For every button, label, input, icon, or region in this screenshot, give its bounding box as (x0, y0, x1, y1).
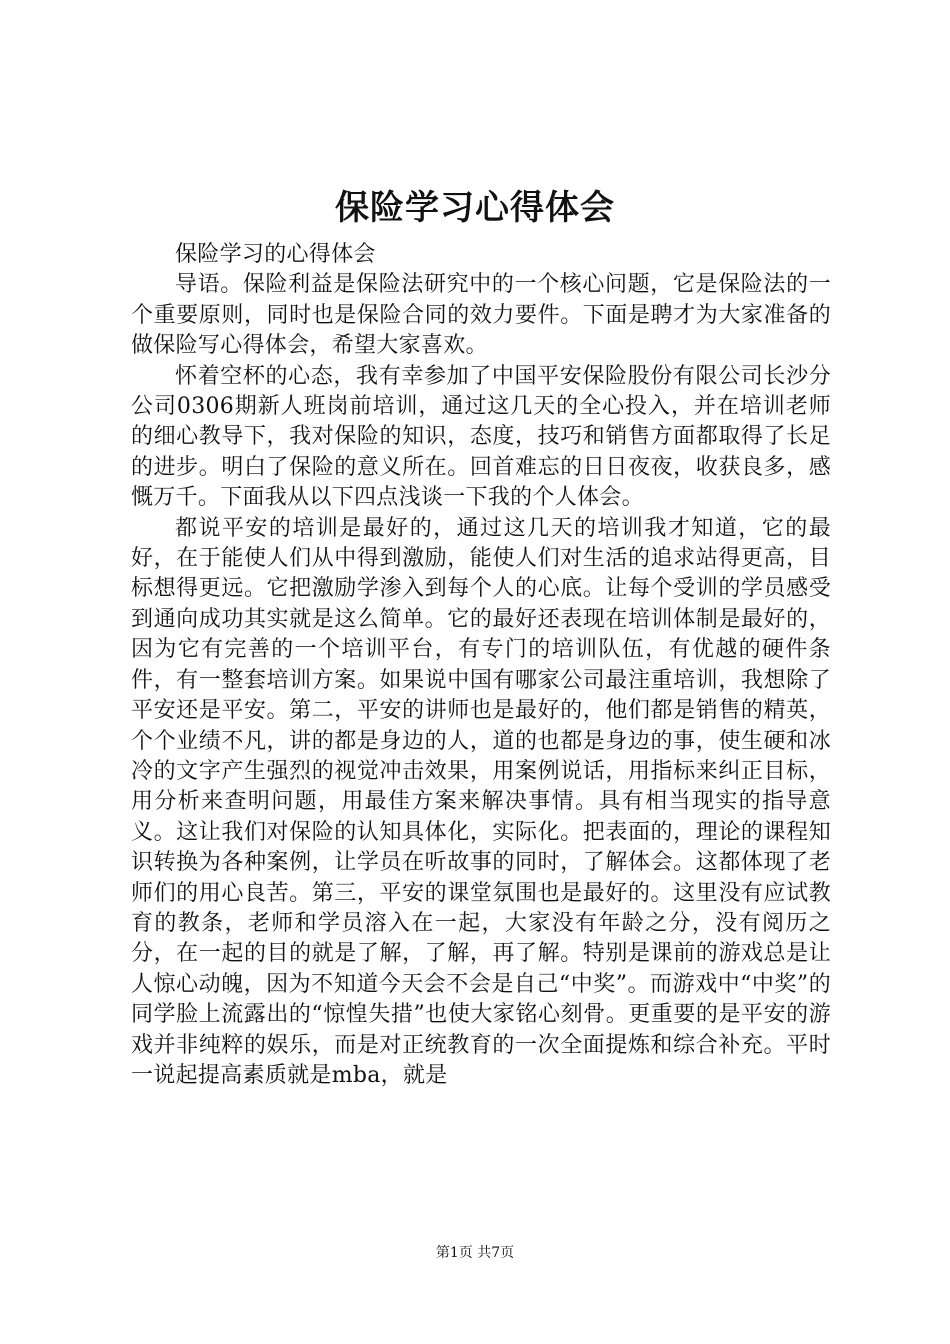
paragraph-intro: 导语。保险利益是保险法研究中的一个核心问题，它是保险法的一个重要原则，同时也是保险合同的效力要件。下面是聘才为大家准备的做保险写心得体会，希望大家喜欢。 (131, 272, 831, 359)
document-subtitle: 保险学习的心得体会 (175, 242, 376, 267)
page-number: 第1页 共7页 (435, 1245, 515, 1261)
document-body (131, 240, 831, 1091)
document-title: 保险学习心得体会 (335, 188, 615, 228)
paragraph-best-training: 都说平安的培训是最好的，通过这几天的培训我才知道，它的最好，在于能使人们从中得到激励，能使人们对生活的追求站得更高，目标想得更远。它把激励学渗入到每个人的心底。让每个受训的学员感受到通向成功其实就是这么简单。它的最好还表现在培训体制是最好的，因为它有完善的一个培训平台，有专门的培训队伍，有优越的硬件条件，有一整套培训方案。如果说中国有哪家公司最注重培训，我想除了平安还是平安。第二，平安的讲师也是最好的，他们都是销售的精英，个个业绩不凡，讲的都是身边的人，道的也都是身边的事，使生硬和冰冷的文字产生强烈的视觉冲击效果，用案例说话，用指标来纠正目标，用分析来查明问题，用最佳方案来解决事情。具有相当现实的指导意义。这让我们对保险的认知具体化，实际化。把表面的，理论的课程知识转换为各种案例，让学员在听故事的同时，了解体会。这都体现了老师们的用心良苦。第三，平安的课堂氛围也是最好的。这里没有应试教育的教条，老师和学员溶入在一起，大家没有年龄之分，没有阅历之分，在一起的目的就是了解，了解，再了解。特别是课前的游戏总是让人惊心动魄，因为不知道今天会不会是自己“中奖”。而游戏中“中奖”的同学脸上流露出的“惊惶失措”也使大家铭心刻骨。更重要的是平安的游戏并非纯粹的娱乐，而是对正统教育的一次全面提炼和综合补充。平时一说起提高素质就是mba，就是 (131, 515, 831, 1088)
paragraph-training: 怀着空杯的心态，我有幸参加了中国平安保险股份有限公司长沙分公司0306期新人班岗前培训，通过这几天的全心投入，并在培训老师的细心教导下，我对保险的知识，态度，技巧和销售方面都取得了长足的进步。明白了保险的意义所在。回首难忘的日日夜夜，收获良多，感慨万千。下面我从以下四点浅谈一下我的个人体会。 (131, 363, 831, 511)
